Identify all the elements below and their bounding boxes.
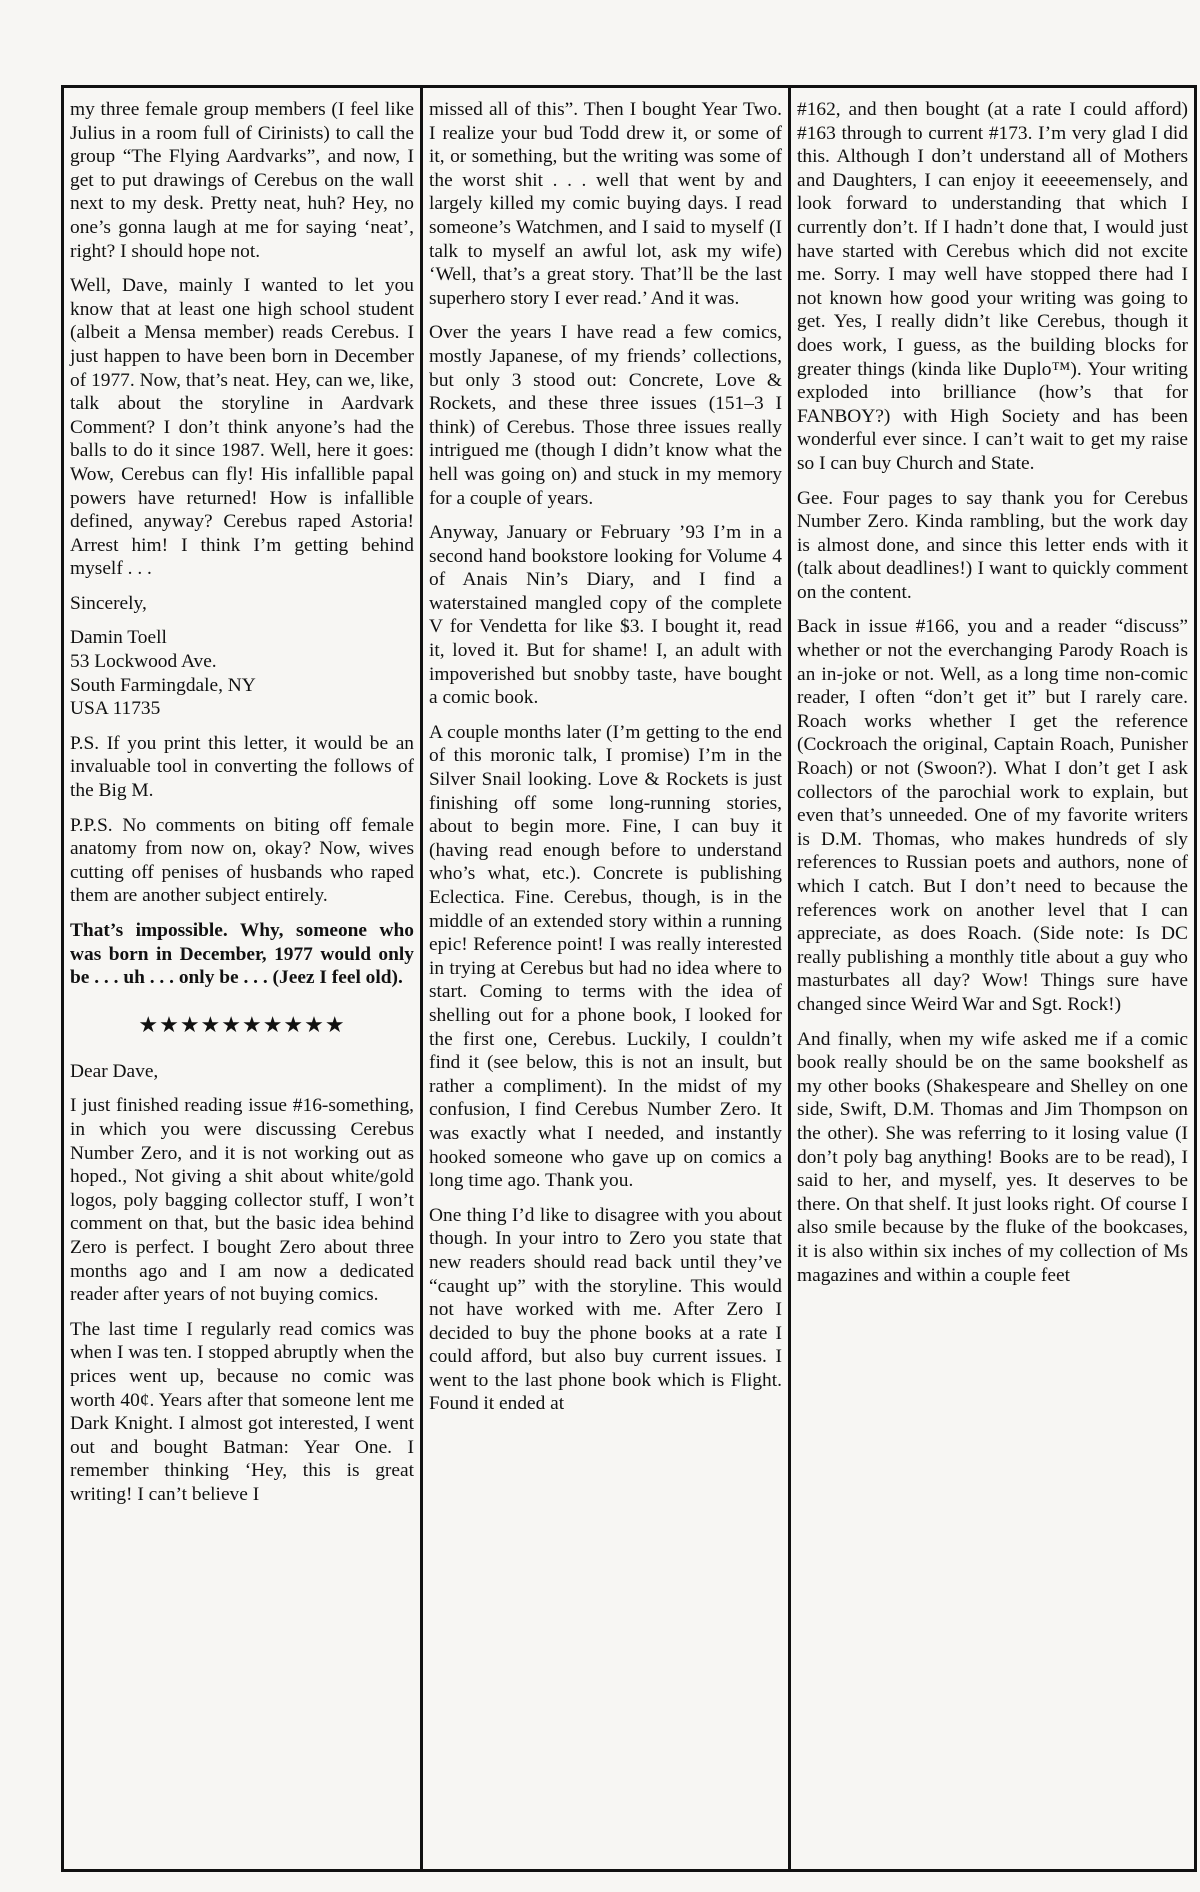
- paragraph: Over the years I have read a few comics, mostly Japanese, of my friends’ collections, but only 3 stood out: Concrete, Love & Rockets, and these three issues (151–3 I think) of Cerebus. Those three issues really intrigued me (though I didn’t know what the hell was going on) and stuck in my memory for a couple of years.: [429, 322, 782, 509]
- paragraph: Anyway, January or February ’93 I’m in a second hand bookstore looking for Volume 4 of Anais Nin’s Diary, and I find a waterstained mangled copy of the complete V for Vendetta for like $3. I bought it, read it, loved it. But for shame! I, an adult with impoverished but snobby taste, have bought a comic book.: [429, 522, 782, 709]
- signature-name: Damin Toell: [70, 627, 167, 649]
- signature-block: [70, 626, 414, 720]
- postscript: P.S. If you print this letter, it would be an invaluable tool in converting the follows of the Big M.: [70, 732, 414, 802]
- signature-address-line: USA 11735: [70, 698, 161, 720]
- editor-reply: That’s impossible. Why, someone who was born in December, 1977 would only be . . . uh . . . only be . . . (Jeez I feel old).: [70, 920, 414, 989]
- paragraph: Well, Dave, mainly I wanted to let you know that at least one high school student (albeit a Mensa member) reads Cerebus. I just happen to have been born in December of 1977. Now, that’s neat. Hey, can we, like, talk about the storyline in Aardvark Comment? I don’t think anyone’s had the balls to do it since 1987. Well, here it goes: Wow, Cerebus can fly! His infallible papal powers have returned! How is infallible defined, anyway? Cerebus raped Astoria! Arrest him! I think I’m getting behind myself . . .: [70, 275, 414, 580]
- column-2: [423, 88, 791, 1869]
- letters-page-frame: [61, 85, 1197, 1872]
- paragraph: A couple months later (I’m getting to the end of this moronic talk, I promise) I’m in the Silver Snail looking. Love & Rockets is just finishing off some long-running stories, about to begin more. Fine, I can buy it (having read enough before to understand who’s what, etc.). Concrete is publishing Eclectica. Fine. Cerebus, though, is in the middle of an extended story within a running epic! Reference point! I was really interested in trying at Cerebus but had no idea where to start. Coming to terms with the idea of shelling out for a phone book, I looked for the first one, Cerebus. Luckily, I couldn’t find it (see below, this is not an insult, but rather a compliment). In the midst of my confusion, I find Cerebus Number Zero. It was exactly what I needed, and instantly hooked someone who gave up on comics a long time ago. Thank you.: [429, 721, 782, 1192]
- postscript: P.P.S. No comments on biting off female anatomy from now on, okay? Now, wives cutting off penises of husbands who raped them are another subject entirely.: [70, 814, 414, 907]
- column-3: [791, 88, 1194, 1869]
- signature-address-line: 53 Lockwood Ave.: [70, 651, 217, 673]
- letter-closing: Sincerely,: [70, 592, 147, 614]
- paragraph: #162, and then bought (at a rate I could afford) #163 through to current #173. I’m very glad I did this. Although I don’t understand all of Mothers and Daughters, I can enjoy it eeeeemensely, and look forward to understanding that which I currently don’t. If I hadn’t done that, I would just have started with Cerebus which did not excite me. Sorry. I may well have stopped there had I not known how good your writing was going to get. Yes, I really didn’t like Cerebus, though it does work, I guess, as the building blocks for greater things (kinda like Duplo™). Your writing exploded into brilliance (how’s that for FANBOY?) with High Society and has been wonderful ever since. I can’t wait to get my raise so I can buy Church and State.: [797, 99, 1188, 474]
- star-divider: ★★★★★★★★★★: [138, 1011, 346, 1037]
- paragraph: The last time I regularly read comics was when I was ten. I stopped abruptly when the prices went up, because no comic was worth 40¢. Years after that someone lent me Dark Knight. I almost got interested, I went out and bought Batman: Year One. I remember thinking ‘Hey, this is great writing! I can’t believe I: [70, 1318, 414, 1505]
- letter-greeting: Dear Dave,: [70, 1060, 159, 1082]
- column-1: [64, 88, 423, 1869]
- paragraph: I just finished reading issue #16-something, in which you were discussing Cerebus Number Zero, and it is not working out as hoped., Not giving a shit about white/gold logos, poly bagging collector stuff, I won’t comment on that, but the basic idea behind Zero is perfect. I bought Zero about three months ago and I am now a dedicated reader after years of not buying comics.: [70, 1095, 414, 1306]
- signature-address-line: South Farmingdale, NY: [70, 674, 256, 696]
- paragraph: missed all of this”. Then I bought Year Two. I realize your bud Todd drew it, or some of it, or something, but the writing was some of the worst shit . . . well that went by and largely killed my comic buying days. I read someone’s Watchmen, and I said to myself (I talk to myself an awful lot, ask my wife) ‘Well, that’s a great story. That’ll be the last superhero story I ever read.’ And it was.: [429, 99, 782, 309]
- paragraph: Back in issue #166, you and a reader “discuss” whether or not the everchanging Parody Roach is an in-joke or not. Well, as a long time non-comic reader, I often “don’t get it” but I rarely care. Roach works whether I get the reference (Cockroach the original, Captain Roach, Punisher Roach) or not (Swoon?). What I don’t get I ask collectors of the parochial work to explain, but even that’s unneeded. One of my favorite writers is D.M. Thomas, who makes hundreds of sly references to Russian poets and authors, none of which I catch. But I don’t need to because the references work on another level that I can appreciate, as does Roach. (Side note: Is DC really publishing a monthly title about a guy who masturbates all day? Wow! Things sure have changed since Weird War and Sgt. Rock!): [797, 616, 1188, 1015]
- paragraph: One thing I’d like to disagree with you about though. In your intro to Zero you state that new readers should read back until they’ve “caught up” with the storyline. This would not have worked with me. After Zero I decided to buy the phone books at a rate I could afford, but also buy current issues. I went to the last phone book which is Flight. Found it ended at: [429, 1204, 782, 1415]
- paragraph: my three female group members (I feel like Julius in a room full of Cirinists) to call the group “The Flying Aardvarks”, and now, I get to put drawings of Cerebus on the wall next to my desk. Pretty neat, huh? Hey, no one’s gonna laugh at me for saying ‘neat’, right? I should hope not.: [70, 99, 414, 262]
- paragraph: Gee. Four pages to say thank you for Cerebus Number Zero. Kinda rambling, but the work day is almost done, and since this letter ends with it (talk about deadlines!) I want to quickly comment on the content.: [797, 487, 1188, 603]
- paragraph: And finally, when my wife asked me if a comic book really should be on the same bookshelf as my other books (Shakespeare and Shelley on one side, Swift, D.M. Thomas and Jim Thompson on the other). She was referring to it losing value (I don’t poly bag anything! Books are to be read), I said to her, and myself, yes. It deserves to be there. On that shelf. It just looks right. Of course I also smile because by the fluke of the bookcases, it is also within six inches of my collection of Ms magazines and within a couple feet: [797, 1028, 1188, 1286]
